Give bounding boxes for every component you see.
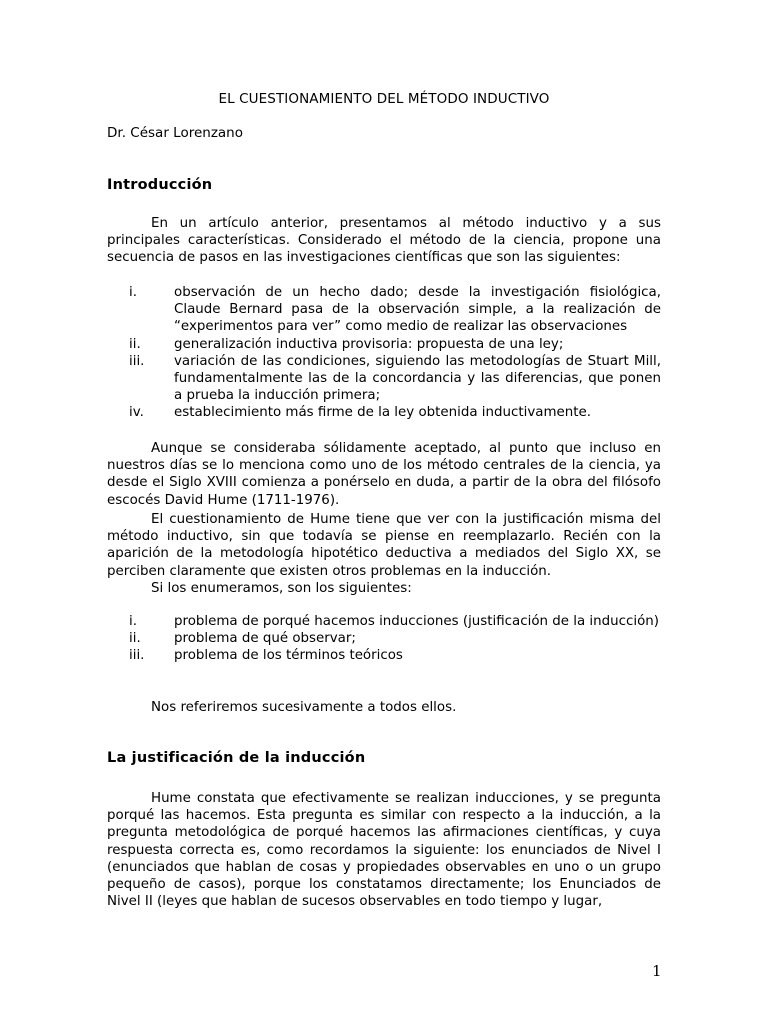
list-item-number: ii. xyxy=(129,631,141,647)
list-item-number: i. xyxy=(129,614,137,629)
numbered-list-steps xyxy=(107,284,661,422)
list-item xyxy=(107,647,661,664)
paragraph: Nos referiremos sucesivamente a todos ellos. xyxy=(151,700,457,715)
document-title: EL CUESTIONAMIENTO DEL MÉTODO INDUCTIVO xyxy=(218,91,550,107)
paragraph: Aunque se consideraba sólidamente aceptado, al punto que incluso en nuestros días se lo menciona como uno de los método centrales de la ciencia, ya desde el Siglo XVIII comienza a ponérselo en duda, a partir de la obra del filósofo escocés David Hume (1711-1976). xyxy=(107,441,661,508)
list-item xyxy=(107,613,661,630)
list-item xyxy=(107,284,661,336)
list-item-text: problema de qué observar; xyxy=(174,631,356,647)
section-heading-justificacion: La justificación de la inducción xyxy=(107,750,366,766)
numbered-list-problems xyxy=(107,613,661,665)
list-item-number: i. xyxy=(129,285,137,300)
paragraph: En un artículo anterior, presentamos al método inductivo y a sus principales características. Considerado el método de la ciencia, propone una secuencia de pasos en las investigaciones científicas que son las siguientes: xyxy=(107,216,661,266)
list-item-text: establecimiento más firme de la ley obtenida inductivamente. xyxy=(174,405,591,421)
page-number: 1 xyxy=(652,962,662,980)
section-heading-introduccion: Introducción xyxy=(107,177,213,193)
paragraph: Si los enumeramos, son los siguientes: xyxy=(151,581,412,596)
list-item-number: iv. xyxy=(129,405,144,421)
list-item-number: ii. xyxy=(129,336,141,352)
list-item-number: iii. xyxy=(129,353,145,369)
list-item xyxy=(107,336,661,353)
list-item-text: problema de los términos teóricos xyxy=(174,648,403,664)
list-item xyxy=(107,404,661,421)
list-item-text: problema de porqué hacemos inducciones (justificación de la inducción) xyxy=(174,614,659,629)
paragraph: Hume constata que efectivamente se realizan inducciones, y se pregunta porqué las hacemos. Esta pregunta es similar con respecto a la inducción, a la pregunta metodológica de porqué hacemos las afirmaciones científicas, y cuya respuesta correcta es, como recordamos la siguiente: los enunciados de Nivel I (enunciados que hablan de cosas y propiedades observables en uno o un grupo pequeño de casos), porque los constatamos directamente; los Enunciados de Nivel II (leyes que hablan de sucesos observables en todo tiempo y lugar, xyxy=(107,791,661,910)
document-author: Dr. César Lorenzano xyxy=(107,125,244,141)
list-item-text: generalización inductiva provisoria: propuesta de una ley; xyxy=(174,336,564,352)
list-item xyxy=(107,353,661,405)
paragraph: El cuestionamiento de Hume tiene que ver con la justificación misma del método inductivo, sin que todavía se piense en reemplazarlo. Recién con la aparición de la metodología hipotético deductiva a mediados del Siglo XX, se perciben claramente que existen otros problemas en la inducción. xyxy=(107,512,661,579)
list-item-text: variación de las condiciones, siguiendo las metodologías de Stuart Mill, fundamentalmente las de la concordancia y las diferencias, que ponen a prueba la inducción primera; xyxy=(174,353,661,404)
list-item-number: iii. xyxy=(129,648,145,664)
list-item xyxy=(107,630,661,647)
list-item-text: observación de un hecho dado; desde la investigación fisiológica, Claude Bernard pasa de la observación simple, a la realización de “experimentos para ver” como medio de realizar las observaciones xyxy=(174,285,661,335)
